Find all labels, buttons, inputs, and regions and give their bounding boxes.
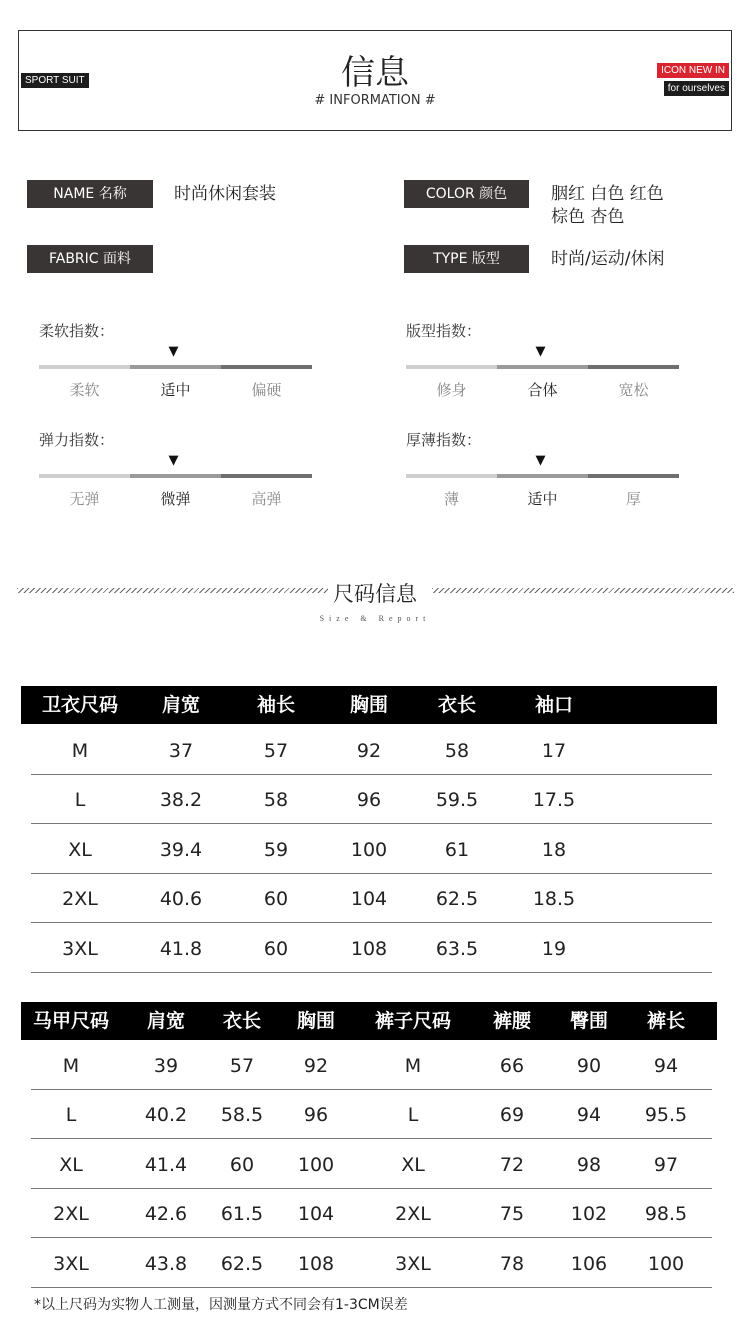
table-cell: 98.5: [644, 1203, 688, 1226]
table-row: [31, 775, 712, 824]
index-option-label: 适中: [527, 490, 558, 508]
type-label: TYPE 版型: [404, 245, 529, 273]
table-cell: 3XL: [62, 937, 98, 960]
table-cell: 100: [647, 1252, 685, 1275]
table-cell: 61: [444, 838, 470, 861]
sport-suit-tag: SPORT SUIT: [21, 73, 89, 88]
table-header-cell: 肩宽: [161, 694, 201, 716]
index-option-label: 修身: [436, 381, 467, 399]
index-bar-segment: [588, 365, 679, 369]
table-cell: 2XL: [62, 888, 98, 911]
color-value-line1: 胭红 白色 红色: [551, 184, 664, 204]
table-header-cell: 肩宽: [146, 1010, 186, 1032]
table-row: [31, 1140, 712, 1189]
table-cell: 96: [356, 789, 382, 812]
table-row: [31, 1189, 712, 1238]
index-option-label: 偏硬: [251, 381, 282, 399]
index-bar-segment: [406, 474, 497, 478]
table-cell: L: [407, 1104, 419, 1127]
table-header-cell: 胸围: [296, 1010, 336, 1032]
table-cell: 57: [263, 740, 289, 762]
table-header-cell: 臀围: [569, 1010, 609, 1032]
index-option-label: 薄: [443, 490, 459, 508]
index-bar-segment: [497, 474, 588, 478]
table-cell: M: [71, 740, 89, 762]
index-option-label: 厚: [625, 490, 641, 508]
index-option-label: 高弹: [251, 490, 282, 508]
index-bar-segment: [588, 474, 679, 478]
table-cell: 100: [297, 1153, 335, 1176]
table-cell: 94: [576, 1104, 602, 1127]
table-cell: M: [62, 1055, 80, 1077]
table-cell: XL: [59, 1153, 83, 1176]
table-cell: 59.5: [435, 789, 479, 812]
index-title: 版型指数：: [406, 322, 482, 340]
table-cell: 60: [229, 1153, 255, 1176]
table-cell: 104: [350, 888, 388, 911]
table-cell: 69: [499, 1104, 525, 1127]
index-bar-segment: [130, 474, 221, 478]
table-cell: 18: [541, 838, 567, 861]
table-cell: 60: [263, 937, 289, 960]
index-title: 厚薄指数：: [406, 431, 482, 449]
table-cell: 17.5: [532, 789, 576, 812]
size-info-subtitle: Size & Report: [319, 614, 431, 623]
index-indicator-icon: ▼: [168, 344, 179, 359]
index-option-label: 适中: [160, 381, 191, 399]
table-cell: 90: [576, 1055, 602, 1077]
table-row: [31, 924, 712, 973]
size-info-heading: 尺码信息: [333, 582, 417, 606]
table-row: [31, 825, 712, 874]
table-cell: 78: [499, 1252, 525, 1275]
name-label: NAME 名称: [27, 180, 153, 208]
table-cell: 108: [350, 937, 388, 960]
color-label: COLOR 颜色: [404, 180, 529, 208]
table-row: [31, 1041, 712, 1090]
index-bar-segment: [406, 365, 497, 369]
table-cell: XL: [401, 1153, 425, 1176]
table-cell: 3XL: [53, 1252, 89, 1275]
index-bar-segment: [39, 365, 130, 369]
table-cell: 98: [576, 1153, 602, 1176]
table-cell: 39: [153, 1055, 179, 1077]
index-bar-segment: [497, 365, 588, 369]
table-header-cell: 裤腰: [492, 1010, 532, 1032]
table-cell: 95.5: [644, 1104, 688, 1127]
table-header-cell: 袖长: [256, 694, 296, 716]
table-cell: 60: [263, 888, 289, 911]
table-cell: 96: [303, 1104, 329, 1127]
table-cell: 106: [570, 1252, 608, 1275]
table-header-cell: 裤子尺码: [374, 1010, 452, 1032]
index-indicator-icon: ▼: [168, 453, 179, 468]
table-row: [31, 726, 712, 775]
for-ourselves-tag: for ourselves: [664, 81, 729, 96]
table-cell: 3XL: [395, 1252, 431, 1275]
icon-new-in-tag: ICON NEW IN: [657, 63, 729, 78]
table-cell: 66: [499, 1055, 525, 1077]
footnote: *以上尺码为实物人工测量，因测量方式不同会有1-3CM误差: [34, 1297, 408, 1313]
table-cell: 104: [297, 1203, 335, 1226]
table-header-cell: 袖口: [534, 694, 574, 716]
index-option-label: 无弹: [69, 490, 100, 508]
table-row: [31, 874, 712, 923]
index-option-label: 合体: [527, 381, 558, 399]
index-option-label: 宽松: [618, 381, 649, 399]
table-header: [21, 1002, 717, 1040]
table-header-cell: 马甲尺码: [32, 1010, 110, 1032]
table-cell: 75: [499, 1203, 525, 1226]
page-title: 信息: [341, 53, 409, 93]
index-option-label: 柔软: [69, 381, 100, 399]
table-cell: 41.8: [159, 937, 203, 960]
table-cell: 40.2: [144, 1104, 188, 1127]
table-cell: 62.5: [220, 1252, 264, 1275]
table-header-cell: 裤长: [646, 1010, 686, 1032]
table-cell: 58.5: [220, 1104, 264, 1127]
table-cell: 2XL: [395, 1203, 431, 1226]
table-cell: 40.6: [159, 888, 203, 911]
table-cell: L: [65, 1104, 77, 1127]
heading-hatch-right: [432, 588, 734, 593]
table-cell: 41.4: [144, 1153, 188, 1176]
table-cell: 72: [499, 1153, 525, 1176]
index-title: 弹力指数：: [39, 431, 115, 449]
table-cell: 58: [444, 740, 470, 762]
table-cell: 92: [356, 740, 382, 762]
index-title: 柔软指数：: [39, 322, 115, 340]
table-cell: 63.5: [435, 937, 479, 960]
page-subtitle: # INFORMATION #: [314, 93, 436, 108]
index-indicator-icon: ▼: [535, 344, 546, 359]
table-cell: XL: [68, 838, 92, 861]
table-cell: 42.6: [144, 1203, 188, 1226]
index-option-label: 微弹: [160, 490, 191, 508]
table-cell: 94: [653, 1055, 679, 1077]
index-bar-segment: [221, 474, 312, 478]
table-cell: L: [74, 789, 86, 812]
table-header-cell: 卫衣尺码: [41, 694, 119, 716]
table-cell: 39.4: [159, 838, 203, 861]
table-cell: 58: [263, 789, 289, 812]
table-cell: 38.2: [159, 789, 203, 812]
type-value: 时尚/运动/休闲: [551, 249, 665, 269]
table-cell: 102: [570, 1203, 608, 1226]
table-cell: 108: [297, 1252, 335, 1275]
table-cell: 57: [229, 1055, 255, 1077]
header-box: [18, 30, 732, 131]
table-cell: 61.5: [220, 1203, 264, 1226]
color-value-line2: 棕色 杏色: [551, 207, 625, 227]
table-cell: 19: [541, 937, 567, 960]
table-row: [31, 1239, 712, 1288]
table-row: [31, 1090, 712, 1139]
table-cell: 62.5: [435, 888, 479, 911]
table-header: [21, 686, 717, 724]
table-cell: 43.8: [144, 1252, 188, 1275]
table-header-cell: 胸围: [349, 694, 389, 716]
table-cell: 59: [263, 838, 289, 861]
table-cell: 37: [168, 740, 194, 762]
table-cell: 97: [653, 1153, 679, 1176]
index-bar-segment: [39, 474, 130, 478]
table-cell: 2XL: [53, 1203, 89, 1226]
table-cell: 92: [303, 1055, 329, 1077]
index-bar-segment: [221, 365, 312, 369]
fabric-label: FABRIC 面料: [27, 245, 153, 273]
table-cell: M: [404, 1055, 422, 1077]
table-header-cell: 衣长: [437, 694, 477, 716]
index-bar-segment: [130, 365, 221, 369]
table-cell: 18.5: [532, 888, 576, 911]
table-header-cell: 衣长: [222, 1010, 262, 1032]
name-value: 时尚休闲套装: [174, 184, 276, 204]
table-cell: 17: [541, 740, 567, 762]
table-cell: 100: [350, 838, 388, 861]
index-indicator-icon: ▼: [535, 453, 546, 468]
